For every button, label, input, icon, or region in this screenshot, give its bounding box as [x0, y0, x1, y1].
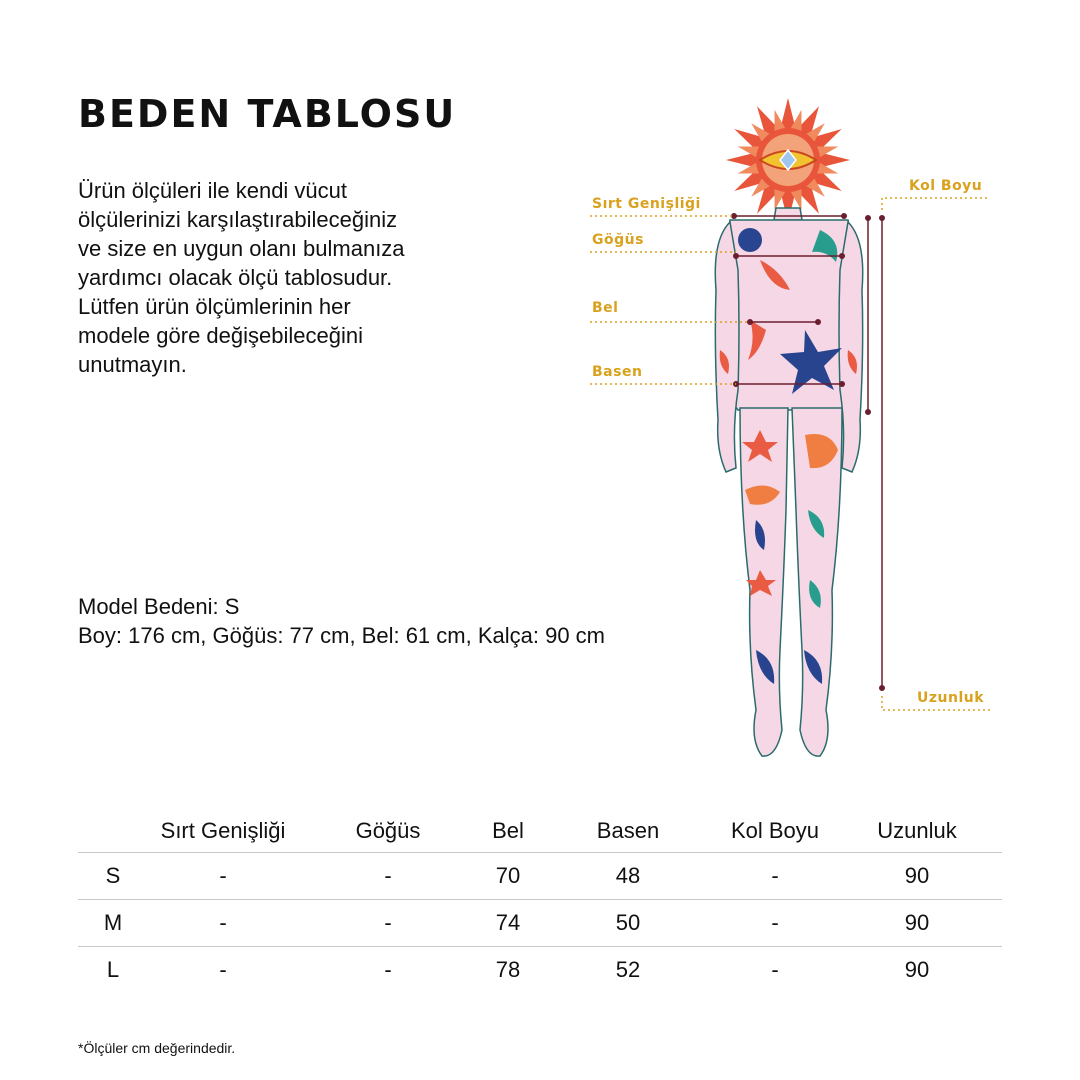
table-cell: 52 [615, 956, 641, 982]
table-row [78, 852, 1002, 899]
intro-line: Ürün ölçüleri ile kendi vücut [78, 178, 348, 203]
table-cell: - [384, 862, 392, 888]
table-cell: - [384, 956, 392, 982]
table-cell: - [219, 956, 227, 982]
label-length: Uzunluk [917, 690, 985, 706]
column-header: Kol Boyu [730, 817, 820, 843]
size-cell: M [103, 909, 123, 935]
label-hip: Basen [592, 364, 643, 380]
table-cell: - [384, 909, 392, 935]
label-back-width: Sırt Genişliği [592, 196, 701, 212]
measurement-diagram [580, 90, 1000, 770]
table-row [78, 899, 1002, 946]
model-size: Model Bedeni: S [78, 594, 240, 619]
table-cell: 90 [904, 956, 930, 982]
table-cell: - [771, 862, 779, 888]
column-header [78, 810, 148, 852]
intro-line: unutmayın. [78, 352, 187, 377]
sun-head-icon [726, 98, 850, 222]
page-title: BEDEN TABLOSU [78, 92, 457, 136]
size-table [78, 810, 1002, 993]
size-cell: L [106, 956, 120, 982]
column-header: Basen [596, 817, 660, 843]
size-cell: S [105, 862, 121, 888]
label-sleeve: Kol Boyu [909, 178, 983, 194]
table-cell: - [219, 862, 227, 888]
column-header: Bel [492, 817, 524, 843]
table-cell: 90 [904, 909, 930, 935]
table-cell: 50 [615, 909, 641, 935]
intro-line: yardımcı olacak ölçü tablosudur. [78, 265, 393, 290]
intro-line: Lütfen ürün ölçümlerinin her [78, 294, 351, 319]
table-header-row [78, 810, 1002, 852]
column-header: Göğüs [355, 817, 421, 843]
table-row [78, 946, 1002, 993]
table-cell: 90 [904, 862, 930, 888]
model-info [78, 592, 605, 650]
intro-line: ölçülerinizi karşılaştırabileceğiniz [78, 207, 398, 232]
model-measurements: Boy: 176 cm, Göğüs: 77 cm, Bel: 61 cm, Kalça: 90 cm [78, 623, 606, 648]
table-cell: - [771, 909, 779, 935]
table-cell: - [219, 909, 227, 935]
intro-line: ve size en uygun olanı bulmanıza [78, 236, 405, 261]
column-header: Uzunluk [877, 817, 957, 843]
table-cell: 48 [615, 862, 641, 888]
label-chest: Göğüs [592, 232, 644, 248]
footnote: *Ölçüler cm değerindedir. [78, 1040, 236, 1056]
intro-line: modele göre değişebileceğini [78, 323, 363, 348]
table-cell: - [771, 956, 779, 982]
table-cell: 74 [495, 909, 521, 935]
table-cell: 78 [495, 956, 521, 982]
label-waist: Bel [592, 300, 619, 316]
intro-text [78, 176, 498, 379]
table-cell: 70 [495, 862, 521, 888]
column-header: Sırt Genişliği [160, 817, 286, 843]
